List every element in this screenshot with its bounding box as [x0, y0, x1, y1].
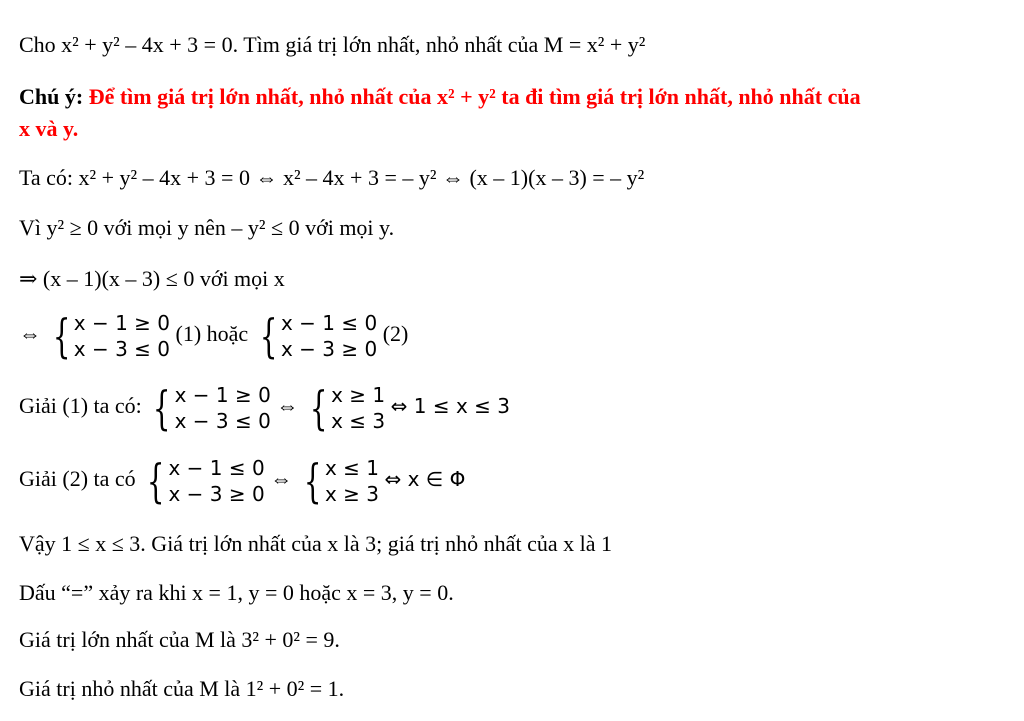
- sys-row: x − 1 ≤ 0: [168, 456, 265, 480]
- equiv-symbol: ⇔: [276, 393, 299, 419]
- system-1: [147, 382, 271, 434]
- min-m: Giá trị nhỏ nhất của M là 1² + 0² = 1.: [19, 676, 345, 701]
- step-solve-1: [19, 382, 510, 434]
- case-label: (1) hoặc: [175, 321, 249, 347]
- brace-icon: {: [309, 381, 328, 435]
- step-vi: Vì y² ≥ 0 với mọi y nên – y² ≤ 0 với mọi y.: [19, 215, 395, 240]
- note-label: Chú ý:: [19, 84, 84, 109]
- step-cases: [19, 310, 408, 362]
- note-text: Để tìm giá trị lớn nhất, nhỏ nhất của x² + y² ta đi tìm giá trị lớn nhất, nhỏ nhất của: [88, 84, 861, 109]
- system-2: [298, 455, 379, 507]
- sys-row: x − 1 ≤ 0: [280, 311, 378, 335]
- sys-row: x − 3 ≤ 0: [73, 337, 171, 361]
- sys-row: x ≥ 1: [331, 383, 386, 407]
- equiv-symbol: ⇔: [270, 466, 293, 492]
- note-line-1: [19, 84, 861, 110]
- step-solve-2: [19, 455, 465, 507]
- sys-row: x − 3 ≥ 0: [168, 482, 265, 506]
- case-label: (2): [382, 321, 409, 347]
- sys-row: x ≤ 3: [331, 409, 386, 433]
- system-1: [141, 455, 265, 507]
- brace-icon: {: [147, 454, 165, 508]
- brace-icon: {: [52, 309, 70, 363]
- system-2: [254, 310, 378, 362]
- system-2: [304, 382, 385, 434]
- brace-icon: {: [153, 381, 171, 435]
- solve-result: ⇔ x ∈ Φ: [384, 467, 466, 492]
- note-line-2: x và y.: [19, 116, 79, 141]
- sys-row: x ≤ 1: [324, 456, 380, 480]
- brace-icon: {: [259, 309, 278, 363]
- sys-row: x ≥ 3: [324, 482, 380, 506]
- sys-row: x − 1 ≥ 0: [174, 383, 271, 407]
- brace-icon: {: [303, 454, 322, 508]
- max-m: Giá trị lớn nhất của M là 3² + 0² = 9.: [19, 627, 340, 652]
- equiv-symbol: ⇔: [19, 321, 41, 347]
- step-implies: ⇒ (x – 1)(x – 3) ≤ 0 với mọi x: [19, 266, 285, 291]
- problem-statement: Cho x² + y² – 4x + 3 = 0. Tìm giá trị lớn nhất, nhỏ nhất của M = x² + y²: [19, 32, 646, 57]
- solve-label: Giải (1) ta có:: [19, 393, 142, 419]
- sys-row: x − 3 ≤ 0: [174, 409, 271, 433]
- solve-label: Giải (2) ta có: [19, 466, 136, 492]
- sys-row: x − 1 ≥ 0: [73, 311, 171, 335]
- equality-condition: Dấu “=” xảy ra khi x = 1, y = 0 hoặc x = 3, y = 0.: [19, 580, 454, 605]
- sys-row: x − 3 ≥ 0: [280, 337, 378, 361]
- solve-result: ⇔ 1 ≤ x ≤ 3: [390, 394, 510, 419]
- step-ta-co: Ta có: x² + y² – 4x + 3 = 0 ⇔ x² – 4x + 3 = – y² ⇔ (x – 1)(x – 3) = – y²: [19, 165, 645, 190]
- system-1: [47, 310, 171, 362]
- conclusion-x: Vậy 1 ≤ x ≤ 3. Giá trị lớn nhất của x là 3; giá trị nhỏ nhất của x là 1: [19, 531, 612, 556]
